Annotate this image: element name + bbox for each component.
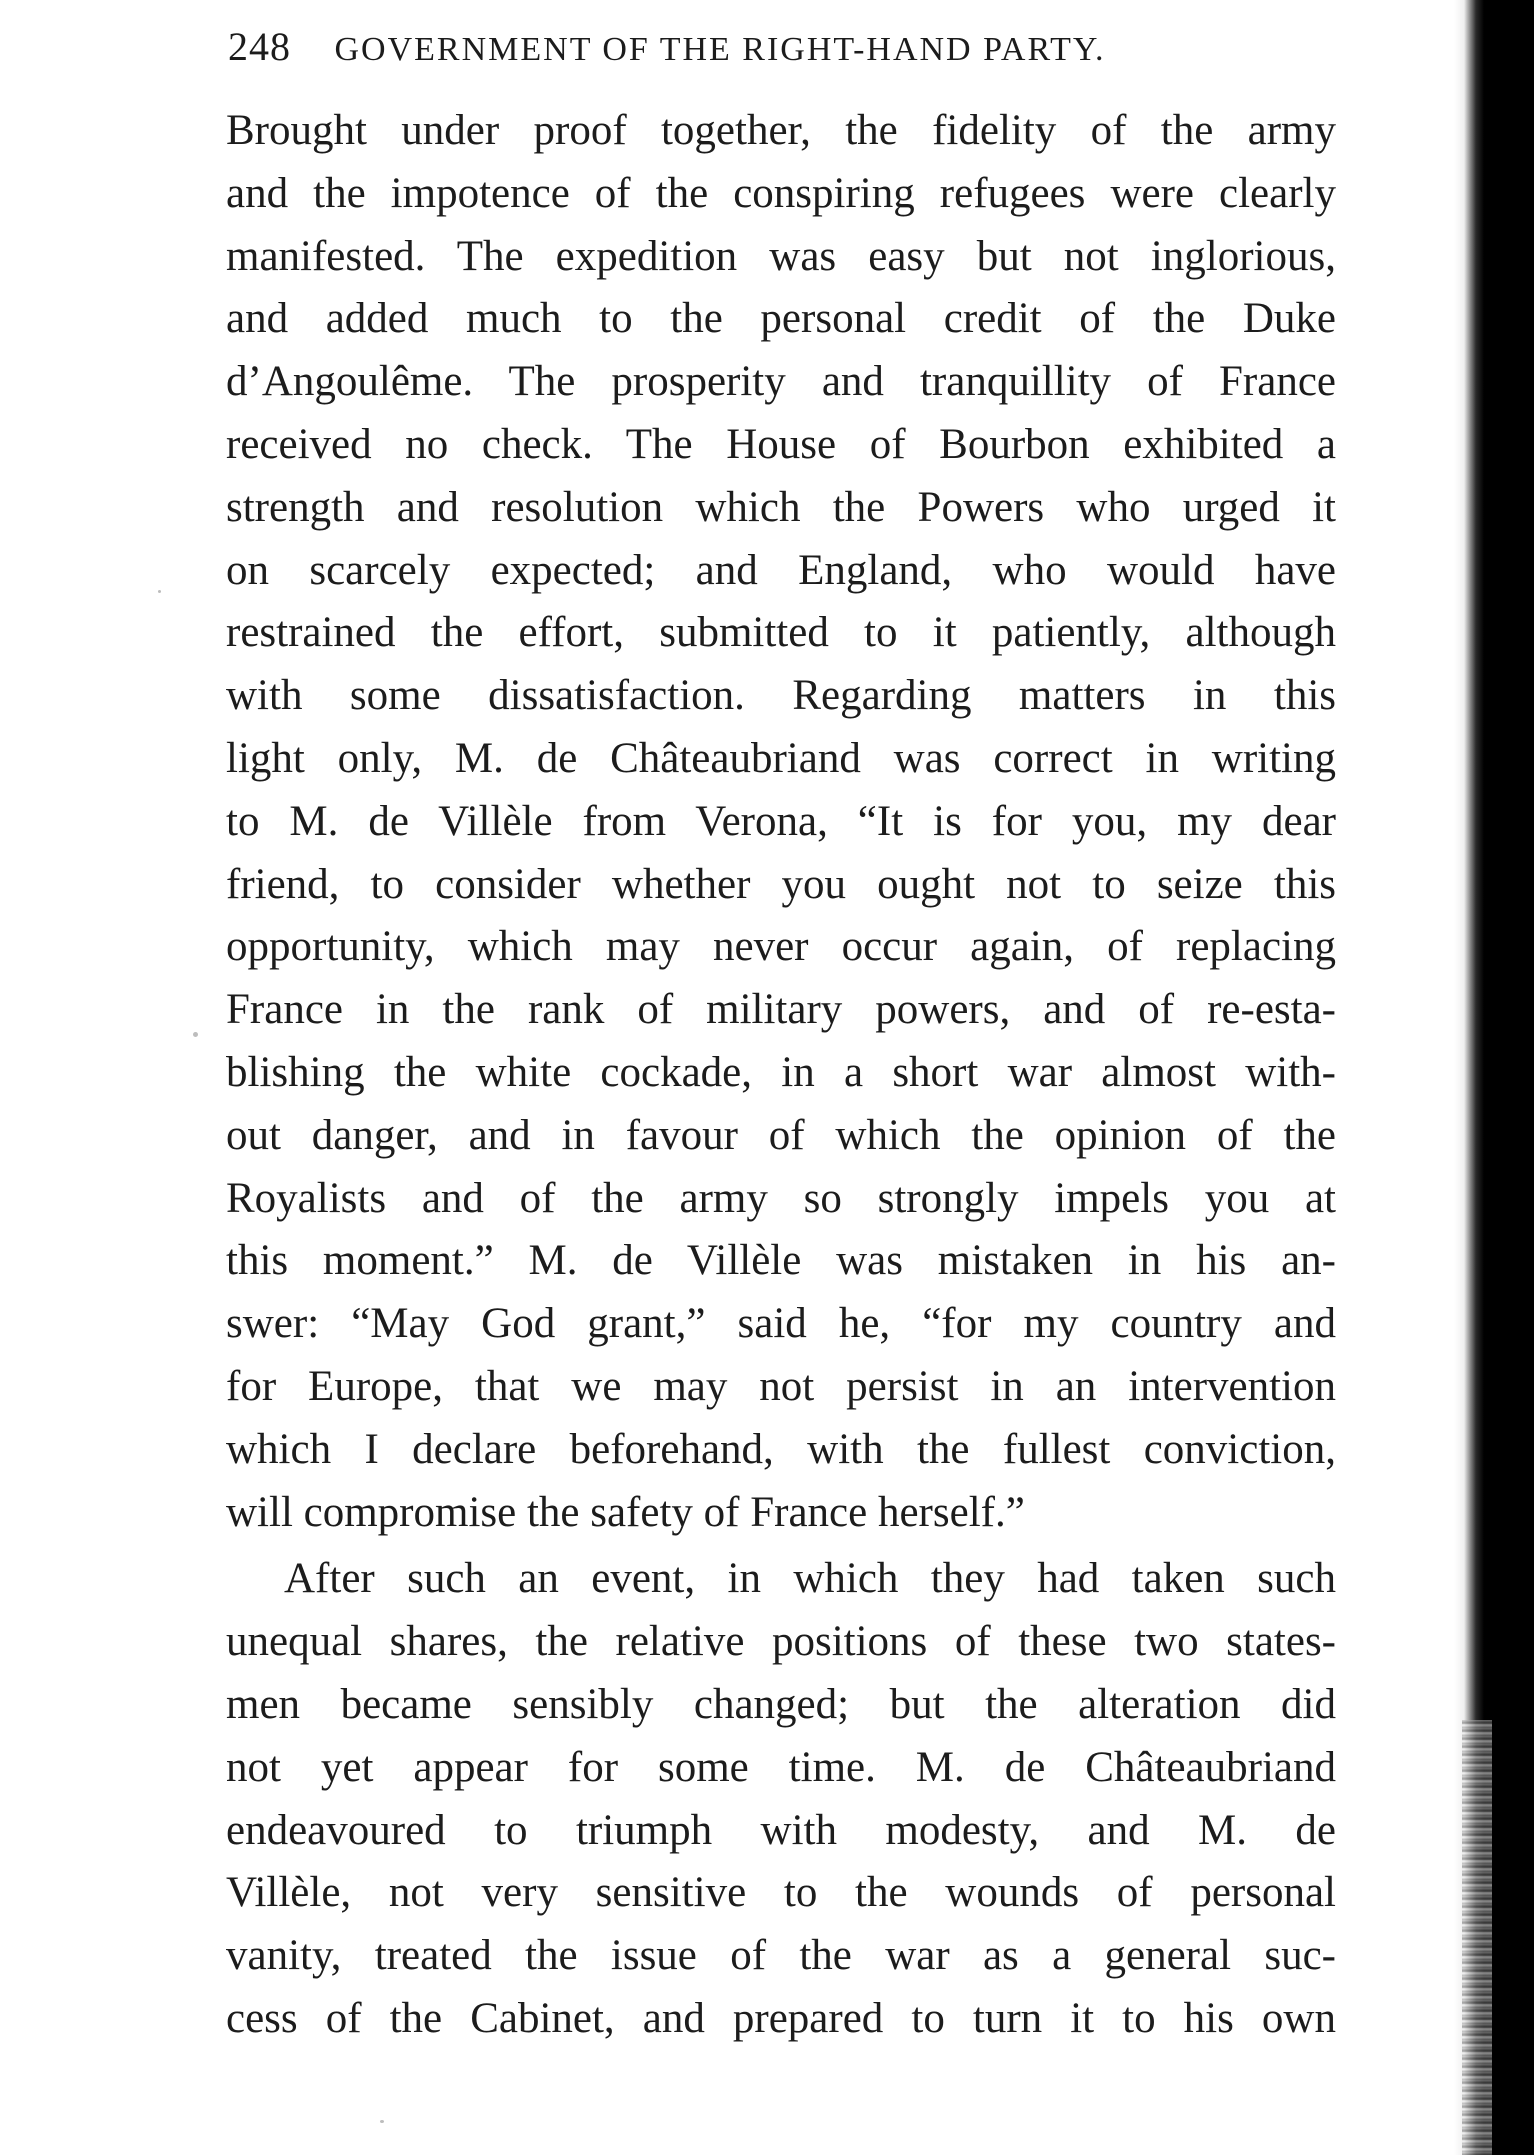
text-line: unequal shares, the relative positions of these two states- <box>226 1618 1336 1666</box>
text-line: Brought under proof together, the fidelity of the army <box>226 107 1336 154</box>
text-line: d’Angoulême. The prosperity and tranquillity of France <box>226 358 1336 406</box>
text-line: on scarcely expected; and England, who would have <box>226 546 1336 594</box>
text-line: and added much to the personal credit of the Duke <box>226 295 1336 343</box>
paper-speck <box>380 2120 384 2123</box>
paper-speck <box>158 590 161 593</box>
text-line: blishing the white cockade, in a short war almost with- <box>226 1048 1336 1096</box>
text-line: received no check. The House of Bourbon exhibited a <box>226 420 1336 468</box>
text-line: to M. de Villèle from Verona, “It is for you, my dear <box>226 797 1336 845</box>
text-line: Villèle, not very sensitive to the wounds of personal <box>226 1869 1336 1917</box>
text-line: light only, M. de Châteaubriand was correct in writing <box>226 734 1336 782</box>
text-line: friend, to consider whether you ought not to seize this <box>226 860 1336 908</box>
text-line: endeavoured to triumph with modesty, and M. de <box>226 1806 1336 1854</box>
text-line: will compromise the safety of France herself.” <box>226 1488 1025 1536</box>
text-line: restrained the effort, submitted to it patiently, although <box>226 609 1336 657</box>
text-line: men became sensibly changed; but the alteration did <box>226 1680 1336 1728</box>
text-line: this moment.” M. de Villèle was mistaken in his an- <box>226 1237 1336 1285</box>
text-line: vanity, treated the issue of the war as a general suc- <box>226 1932 1336 1980</box>
paragraph <box>226 100 1336 1544</box>
running-head <box>228 12 1438 82</box>
running-title: GOVERNMENT OF THE RIGHT-HAND PARTY. <box>334 31 1106 68</box>
text-line: which I declare beforehand, with the fullest conviction, <box>226 1425 1336 1473</box>
binding-fray <box>1462 1720 1492 2155</box>
text-line: France in the rank of military powers, and of re-esta- <box>226 986 1336 1034</box>
text-line: with some dissatisfaction. Regarding matters in this <box>226 672 1336 720</box>
text-line: not yet appear for some time. M. de Châteaubriand <box>226 1743 1336 1791</box>
page-number: 248 <box>228 24 291 69</box>
text-line: for Europe, that we may not persist in an intervention <box>226 1362 1336 1410</box>
text-line: strength and resolution which the Powers who urged it <box>226 483 1336 531</box>
text-line: Royalists and of the army so strongly impels you at <box>226 1174 1336 1222</box>
text-line: cess of the Cabinet, and prepared to turn it to his own <box>226 1994 1336 2042</box>
paragraph <box>226 1548 1336 2050</box>
text-line: opportunity, which may never occur again, of replacing <box>226 923 1336 971</box>
text-line: manifested. The expedition was easy but not inglorious, <box>226 232 1336 280</box>
text-line: out danger, and in favour of which the opinion of the <box>226 1111 1336 1159</box>
paper-speck <box>193 1032 198 1037</box>
body-text <box>226 100 1336 2051</box>
text-line: and the impotence of the conspiring refugees were clearly <box>226 169 1336 217</box>
text-line: After such an event, in which they had taken such <box>284 1555 1336 1603</box>
text-line: swer: “May God grant,” said he, “for my country and <box>226 1300 1336 1348</box>
